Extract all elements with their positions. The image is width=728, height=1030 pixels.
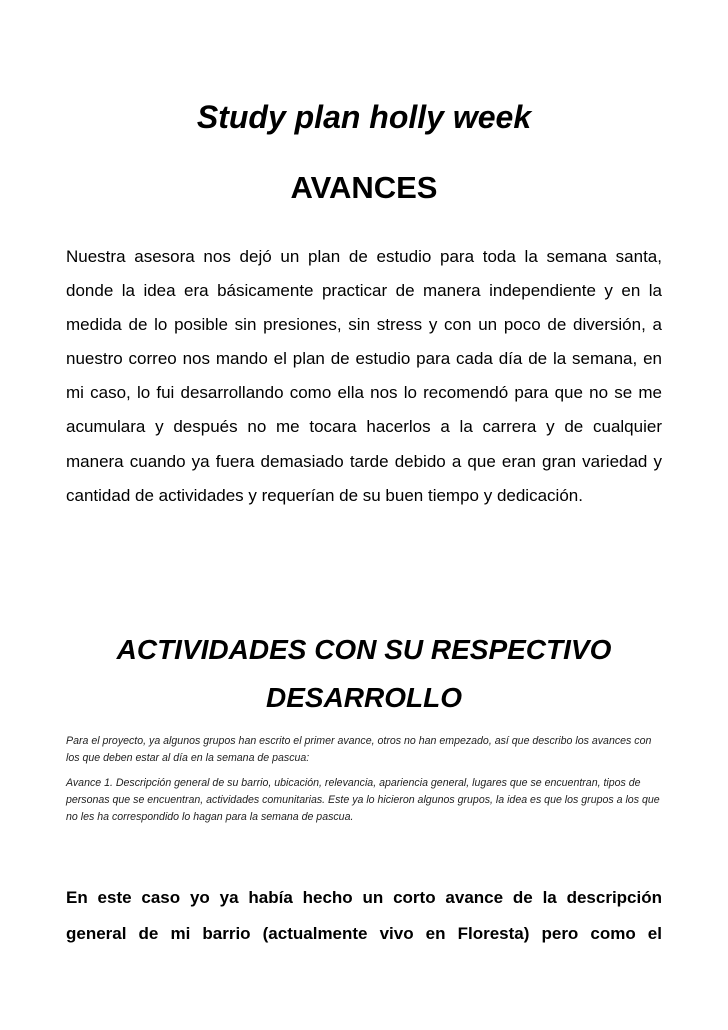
document-title: Study plan holly week [196,99,532,135]
intro-paragraph: Nuestra asesora nos dejó un plan de estudio para toda la semana santa, donde la idea era básicamente practicar de manera independiente y en la medida de lo posible sin presiones, sin stress y con un poco de diversión, a nuestro correo nos mando el plan de estudio para cada día de la semana, en mi caso, lo fui desarrollando como ella nos lo recomendó para que no se me acumulara y después no me tocara hacerlos a la carrera y de cualquier manera cuando ya fuera demasiado tarde debido a que eran gran variedad y cantidad de actividades y requerían de su buen tiempo y dedicación. [66,247,662,505]
document-subtitle: AVANCES [290,170,438,205]
avance-note: Avance 1. Descripción general de su barrio, ubicación, relevancia, apariencia general, lugares que se encuentran, tipos de personas que se encuentran, actividades comunitarias. Este ya lo hicieron algunos grupos, la idea es que los grupos a los que no les ha correspondido lo hagan para la semana de pascua. [66,777,660,823]
closing-paragraph: En este caso yo ya había hecho un corto avance de la descripción general de mi barrio (actualmente vivo en Floresta) pero como el [66,888,662,943]
project-note: Para el proyecto, ya algunos grupos han escrito el primer avance, otros no han empezado, así que describo los avances con los que deben estar al día en la semana de pascua: [66,735,652,764]
section-title: ACTIVIDADES CON SU RESPECTIVO DESARROLLO [116,634,612,713]
